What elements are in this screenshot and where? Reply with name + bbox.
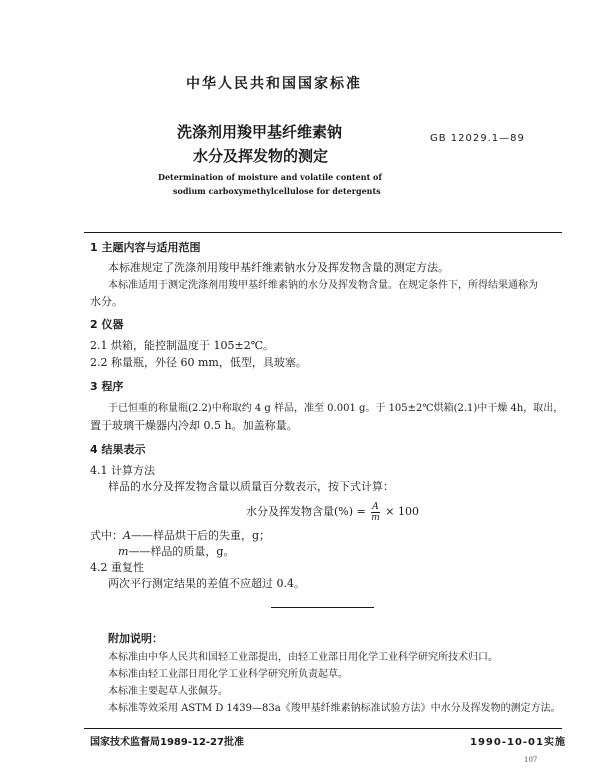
section-2-heading: 2 仪器 bbox=[90, 318, 124, 331]
footer-divider bbox=[84, 728, 562, 729]
formula-numerator: A bbox=[372, 501, 379, 512]
section-3-para-line1: 于已恒重的称量瓶(2.2)中称取约 4 g 样品，准至 0.001 g。于 105±2℃烘箱(2.1)中干燥 4h，取出， bbox=[108, 403, 564, 414]
where-text-m: ——样品的质量，g。 bbox=[128, 545, 235, 558]
section-1-para-2-line2: 水分。 bbox=[90, 295, 123, 308]
section-2-item-2: 2.2 称量瓶，外径 60 mm，低型，具玻塞。 bbox=[90, 356, 307, 369]
header-divider bbox=[84, 232, 562, 233]
section-1-heading: 1 主题内容与适用范围 bbox=[90, 241, 201, 254]
section-1-para-2-line1: 本标准适用于测定洗涤剂用羧甲基纤维素钠的水分及挥发物含量。在规定条件下，所得结果通称为 bbox=[108, 280, 538, 291]
note-3: 本标准主要起草人张佩芬。 bbox=[108, 686, 228, 697]
where-symbol-m: m bbox=[118, 545, 129, 558]
approval-info: 国家技术监督局1989-12-27批准 bbox=[90, 737, 244, 748]
note-2: 本标准由轻工业部日用化学工业科学研究所负责起草。 bbox=[108, 669, 348, 680]
english-title-line1: Determination of moisture and volatile content of bbox=[158, 172, 382, 182]
section-2-item-1: 2.1 烘箱，能控制温度于 105±2℃。 bbox=[90, 339, 275, 352]
section-4-1-text: 样品的水分及挥发物含量以质量百分数表示，按下式计算： bbox=[108, 480, 394, 493]
section-4-2-text: 两次平行测定结果的差值不应超过 0.4。 bbox=[108, 577, 305, 590]
notes-heading: 附加说明： bbox=[108, 632, 163, 645]
standard-number: GB 12029.1—89 bbox=[430, 133, 525, 144]
formula bbox=[246, 500, 419, 524]
document-title-line2: 水分及挥发物的测定 bbox=[193, 147, 329, 165]
english-title-line2: sodium carboxymethylcellulose for detergents bbox=[173, 186, 381, 196]
end-divider bbox=[271, 607, 374, 608]
formula-left: 水分及挥发物含量(%) = bbox=[246, 505, 366, 518]
document-title-line1: 洗涤剂用羧甲基纤维素钠 bbox=[177, 123, 343, 141]
section-3-para-line2: 置于玻璃干燥器内冷却 0.5 h。加盖称量。 bbox=[90, 419, 298, 432]
where-line-A bbox=[90, 528, 270, 544]
section-3-heading: 3 程序 bbox=[90, 380, 124, 393]
formula-fraction bbox=[371, 502, 380, 523]
page-number: 107 bbox=[524, 756, 538, 764]
standard-type-heading: 中华人民共和国国家标准 bbox=[186, 76, 362, 92]
section-4-2-heading: 4.2 重复性 bbox=[90, 561, 144, 574]
section-4-heading: 4 结果表示 bbox=[90, 443, 146, 456]
section-1-para-1: 本标准规定了洗涤剂用羧甲基纤维素钠水分及挥发物含量的测定方法。 bbox=[108, 261, 449, 274]
note-1: 本标准由中华人民共和国轻工业部提出，由轻工业部日用化学工业科学研究所技术归口。 bbox=[108, 652, 498, 663]
where-label: 式中： bbox=[90, 529, 123, 542]
effective-date: 1990-10-01实施 bbox=[470, 737, 566, 748]
where-text-A: ——样品烘干后的失重，g； bbox=[130, 529, 270, 542]
formula-right: × 100 bbox=[385, 505, 420, 518]
note-4: 本标准等效采用 ASTM D 1439—83a《羧甲基纤维素钠标准试验方法》中水分及挥发物的测定方法。 bbox=[108, 703, 561, 714]
where-line-m bbox=[118, 544, 234, 560]
formula-denominator: m bbox=[371, 512, 380, 523]
where-symbol-A: A bbox=[123, 529, 131, 542]
section-4-1-heading: 4.1 计算方法 bbox=[90, 464, 155, 477]
